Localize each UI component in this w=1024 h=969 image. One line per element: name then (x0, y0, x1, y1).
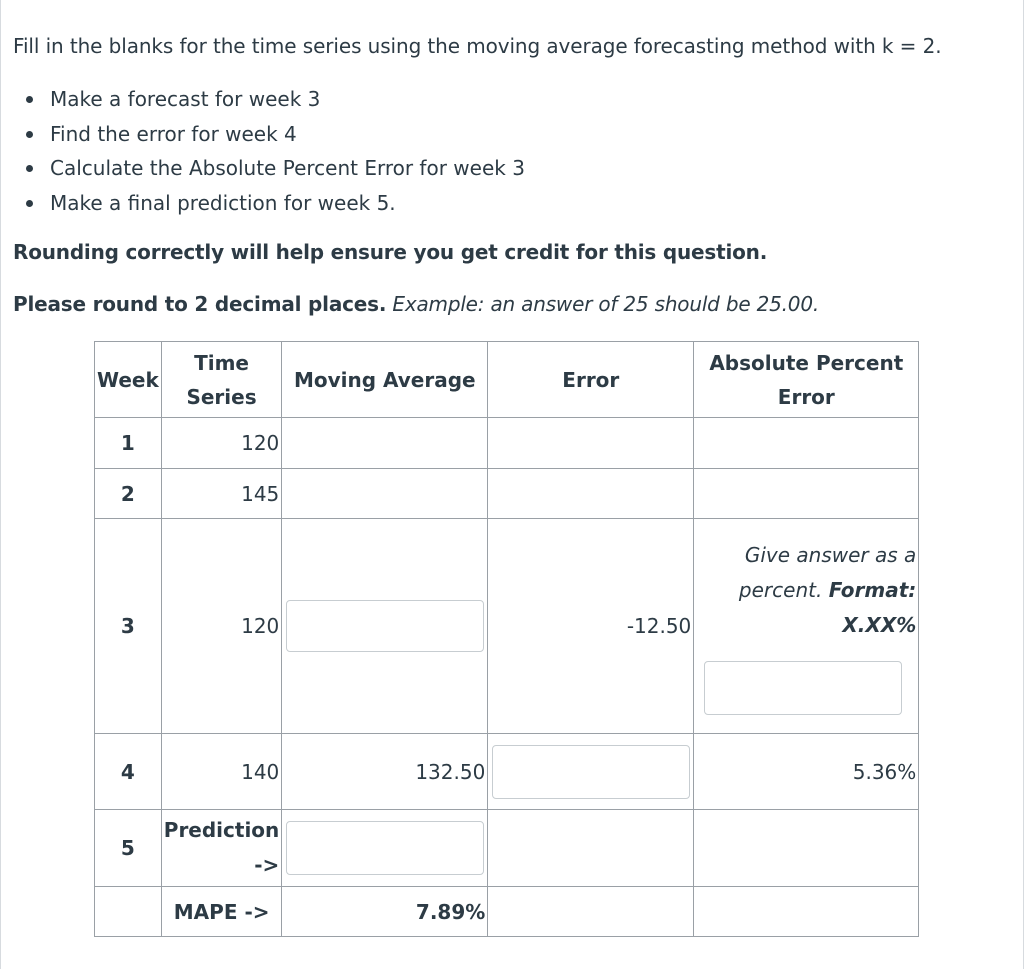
task-text: Calculate the Absolute Percent Error for week 3 (50, 156, 525, 180)
ape-instruction-format-label: Format: (828, 577, 917, 602)
error-cell (488, 810, 694, 887)
table-row (95, 418, 919, 469)
mape-value: 7.89% (282, 887, 488, 937)
time-series-cell: 120 (161, 418, 282, 469)
ape-instruction-line2 (696, 573, 916, 608)
week5-prediction-input[interactable] (286, 821, 484, 875)
task-item (1, 84, 525, 119)
week4-error-input[interactable] (492, 745, 690, 799)
task-text: Find the error for week 4 (50, 121, 297, 146)
bullet-icon (26, 131, 33, 138)
ape-format-pattern: X.XX% (842, 612, 917, 637)
task-item (1, 153, 525, 188)
decimal-places-rule: Please round to 2 decimal places. (13, 292, 387, 316)
moving-average-cell (282, 810, 488, 887)
task-list (1, 84, 525, 222)
moving-average-cell (282, 469, 488, 519)
week-cell: 5 (95, 810, 162, 887)
ape-cell: 5.36% (694, 734, 919, 810)
header-time-series-line2: Series (186, 384, 257, 409)
prediction-label: Prediction (163, 818, 280, 842)
mape-label: MAPE -> (161, 887, 282, 937)
header-time-series (161, 342, 282, 418)
ape-instruction-plain: percent. (738, 577, 829, 602)
task-text: Make a forecast for week 3 (50, 87, 321, 111)
rounding-note: Rounding correctly will help ensure you get credit for this question. (13, 240, 768, 264)
error-cell (488, 734, 694, 810)
table-row (95, 469, 919, 519)
moving-average-cell (282, 519, 488, 734)
ape-format-instructions (696, 538, 916, 643)
week3-forecast-input[interactable] (286, 600, 484, 652)
week3-ape-input[interactable] (704, 661, 902, 715)
error-cell: -12.50 (488, 519, 694, 734)
header-ape-line1: Absolute Percent (709, 350, 904, 375)
week-cell: 2 (95, 469, 162, 519)
ape-cell (694, 810, 919, 887)
time-series-table (94, 341, 919, 937)
ape-cell (694, 418, 919, 469)
ape-cell (694, 887, 919, 937)
table-row (95, 887, 919, 937)
bullet-icon (26, 165, 33, 172)
prediction-arrow: -> (254, 853, 280, 877)
header-moving-average: Moving Average (282, 342, 488, 418)
time-series-cell: 140 (161, 734, 282, 810)
header-time-series-line1: Time (194, 350, 249, 375)
task-text: Make a final prediction for week 5. (50, 190, 396, 215)
prediction-label-cell (161, 810, 282, 887)
ape-cell (694, 469, 919, 519)
decimal-places-example: Example: an answer of 25 should be 25.00. (392, 292, 819, 316)
error-cell (488, 887, 694, 937)
header-error: Error (488, 342, 694, 418)
time-series-cell: 120 (161, 519, 282, 734)
moving-average-cell (282, 418, 488, 469)
decimal-places-note (13, 292, 819, 316)
week-cell: 3 (95, 519, 162, 734)
header-week: Week (95, 342, 162, 418)
week-cell: 4 (95, 734, 162, 810)
table-row (95, 734, 919, 810)
header-absolute-percent-error (694, 342, 919, 418)
table-row (95, 519, 919, 734)
task-item (1, 119, 525, 154)
moving-average-cell: 132.50 (282, 734, 488, 810)
error-cell (488, 418, 694, 469)
ape-instruction-line1: Give answer as a (744, 542, 917, 567)
table-header-row (95, 342, 919, 418)
table-row (95, 810, 919, 887)
bullet-icon (26, 96, 33, 103)
ape-cell (694, 519, 919, 734)
time-series-cell: 145 (161, 469, 282, 519)
week-cell (95, 887, 162, 937)
bullet-icon (26, 200, 33, 207)
ape-instruction-line3 (696, 608, 916, 643)
week-cell: 1 (95, 418, 162, 469)
header-ape-line2: Error (777, 384, 835, 409)
question-prompt: Fill in the blanks for the time series using the moving average forecasting method with k = 2. (13, 34, 942, 58)
error-cell (488, 469, 694, 519)
task-item (1, 188, 525, 223)
